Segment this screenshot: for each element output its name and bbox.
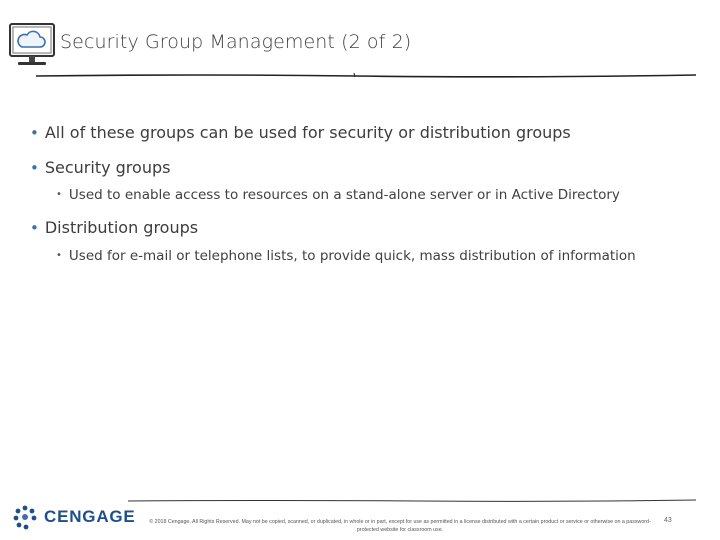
- page-title: Security Group Management (2 of 2): [60, 31, 412, 53]
- bullet-dot-icon: •: [30, 159, 39, 177]
- logo-text: CENGAGE: [44, 507, 136, 526]
- bullet-item: • Distribution groups: [30, 218, 199, 237]
- copyright-notice: © 2018 Cengage. All Rights Reserved. May not be copied, scanned, or duplicated, in whole or in part, except for use as permitted in a license distributed with a certain product or service or otherwise on a password-protected website for classroom use.: [149, 519, 651, 533]
- sub-bullet-dot-icon: •: [56, 250, 62, 261]
- sub-bullet-item: • Used to enable access to resources on a stand-alone server or in Active Directory: [56, 187, 620, 203]
- title-divider: [36, 70, 696, 80]
- footer-divider: [128, 498, 696, 504]
- sub-bullet-item: • Used for e-mail or telephone lists, to provide quick, mass distribution of information: [56, 248, 636, 264]
- cloud-monitor-icon: [6, 20, 58, 72]
- bullet-item: • Security groups: [30, 158, 171, 177]
- bullet-dot-icon: •: [30, 219, 39, 237]
- cengage-logo: [12, 503, 136, 531]
- bullet-item: • All of these groups can be used for security or distribution groups: [30, 123, 571, 142]
- sub-bullet-dot-icon: •: [56, 189, 62, 200]
- cengage-mark-icon: [12, 504, 38, 530]
- bullet-dot-icon: •: [30, 124, 39, 142]
- page-number: 43: [664, 517, 672, 524]
